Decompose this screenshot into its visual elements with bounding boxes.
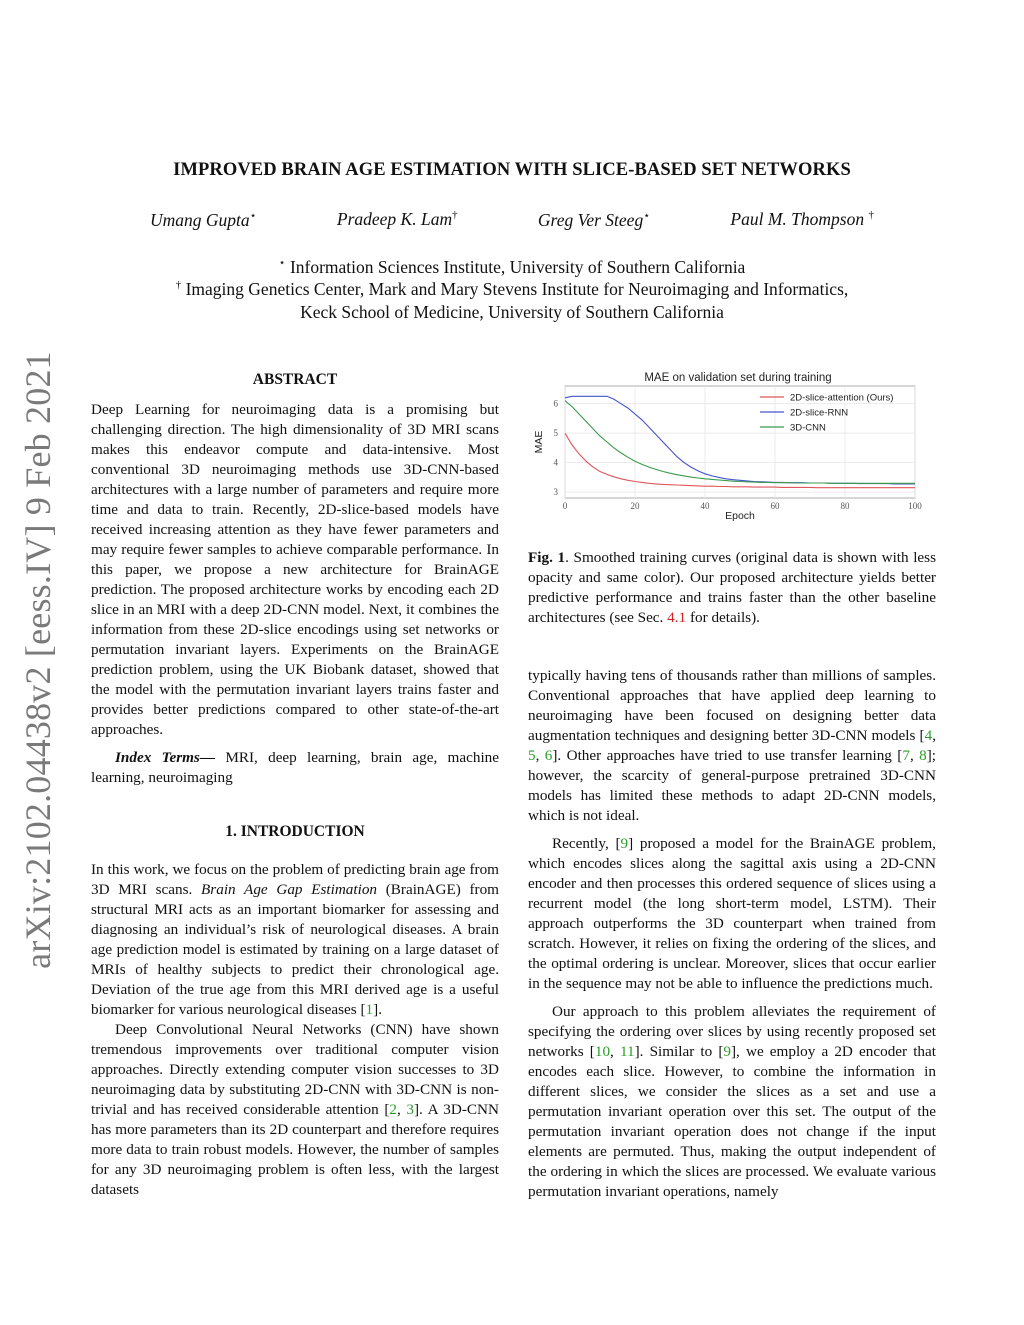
right-paragraph-1: typically having tens of thousands rather than millions of samples. Conventional approaches that have applied deep learning to neuroimaging have been focused on designing better data augmentation techniques and designing better 3D-CNN models [4, 5, 6]. Other approaches have tried to use transfer learning [7, 8]; however, the scarcity of general-purpose pretrained 3D-CNN models has limited these methods to adapt 2D-CNN models, which is not ideal. (528, 667, 937, 824)
intro-paragraph-2: Deep Convolutional Neural Networks (CNN) have shown tremendous improvements over traditional computer vision approaches. Directly extending computer vision successes to 3D neuroimaging data by substituting 2D-CNN with 3D-CNN is non-trivial and has received considerable attention [2, 3]. A 3D-CNN has more parameters than its 2D counterpart and therefore requires more data to train robust models. However, the number of samples for any 3D neuroimaging problem is often less, with the largest datasets (91, 1021, 499, 1198)
x-axis-label: Epoch (725, 510, 755, 522)
citation-link[interactable]: 2 (389, 1101, 397, 1118)
citation-link[interactable]: 5 (528, 747, 536, 764)
citation-link[interactable]: 9 (723, 1043, 731, 1060)
citation-link[interactable]: 8 (919, 747, 927, 764)
intro-paragraph-1: In this work, we focus on the problem of predicting brain age from 3D MRI scans. Brain Age Gap Estimation (BrainAGE) from structural MRI acts as an important biomarker for assessing and diagnosing an individual’s risk of neurological diseases. A brain age prediction model is estimated by training on a large dataset of MRIs of healthy subjects to predict their chronological age. Deviation of the true age from this MRI derived age is a useful biomarker for various neurological diseases [1]. (91, 861, 499, 1018)
legend-label: 3D-CNN (790, 422, 826, 434)
x-tick-label: 40 (700, 501, 710, 511)
arxiv-side-label (8, 351, 68, 969)
author: Greg Ver Steeg⋆ (537, 209, 651, 230)
abstract-text: Deep Learning for neuroimaging data is a promising but challenging direction. The high dimensionality of 3D MRI scans makes this endeavor compute and data-intensive. Most conventional 3D neuroimaging methods use 3D-CNN-based architectures with a large number of parameters and require more time and data to train. Recently, 2D-slice-based models have received increasing attention as they have fewer parameters and may require fewer samples to achieve comparable performance. In this paper, we propose a new architecture for BrainAGE prediction. The proposed architecture works by encoding each 2D slice in an MRI with a deep 2D-CNN model. Next, it combines the information from these 2D-slice encodings using set networks or permutation invariant layers. Experiments on the BrainAGE prediction problem, using the UK Biobank dataset, showed that the model with the permutation invariant layers trains faster and provides better predictions compared to other state-of-the-art approaches. (91, 401, 499, 738)
x-tick-label: 100 (908, 501, 922, 511)
series-line-1 (565, 433, 915, 488)
citation-link[interactable]: 4 (924, 727, 933, 744)
citation-link[interactable]: 3 (406, 1101, 414, 1118)
chart-title: MAE on validation set during training (644, 372, 832, 384)
series-line-2 (565, 396, 915, 484)
series-line-3 (565, 401, 915, 484)
citation-link[interactable]: 1 (365, 1001, 374, 1018)
affiliation-1: ⋆ Information Sciences Institute, University of Southern California (278, 256, 746, 277)
citation-link[interactable]: 6 (544, 747, 553, 764)
citation-link[interactable]: 11 (619, 1043, 635, 1060)
right-paragraph-2: Recently, [9] proposed a model for the BrainAGE problem, which encodes slices along the sagittal axis using a 2D-CNN encoder and then processes this ordered sequence of slices using a recurrent model (the long short-term model, LSTM). Their approach outperforms the 3D counterpart when trained from scratch. However, it relies on fixing the ordering of the slices, and the optimal ordering is unclear. Moreover, slices that occur earlier in the sequence may not be able to influence the predictions much. (528, 835, 936, 992)
legend-label: 2D-slice-RNN (790, 407, 849, 419)
y-axis-label: MAE (533, 430, 545, 454)
figure-caption: Fig. 1. Smoothed training curves (original data is shown with less opacity and same color). Our proposed architecture yields better predictive performance and trains faster than the other baseline architectures (see Sec. 4.1 for details). (528, 549, 936, 626)
x-tick-label: 20 (630, 501, 640, 511)
arxiv-identifier: arXiv:2102.04438v2 [eess.IV] 9 Feb 2021 (18, 351, 58, 969)
x-tick-label: 60 (770, 501, 780, 511)
right-paragraph-3: Our approach to this problem alleviates the requirement of specifying the ordering over slices by using recently proposed set networks [10, 11]. Similar to [9], we employ a 2D encoder that encodes each slice. However, to combine the information in different slices, we consider the slices as a set and use a permutation invariant operation over this set. The output of the permutation invariant operation does not change if the input elements are permuted. Thus, making the output independent of the ordering in which the slices are processed. We evaluate various permutation invariant operations, namely (528, 1003, 936, 1200)
y-tick-label: 4 (553, 457, 558, 468)
index-terms: Index Terms— MRI, deep learning, brain age, machine learning, neuroimaging (91, 749, 499, 786)
author-list (150, 209, 874, 231)
affiliation-2: † Imaging Genetics Center, Mark and Mary Stevens Institute for Neuroimaging and Informatics, (175, 279, 849, 299)
mae-line-chart (528, 366, 936, 526)
chart-legend (760, 393, 893, 434)
abstract-heading: ABSTRACT (252, 371, 338, 388)
paper-title: IMPROVED BRAIN AGE ESTIMATION WITH SLICE-BASED SET NETWORKS (173, 160, 851, 180)
introduction-heading: 1. INTRODUCTION (225, 823, 365, 840)
citation-link[interactable]: 7 (902, 747, 910, 764)
citation-link[interactable]: 9 (620, 835, 629, 852)
affiliation-3: Keck School of Medicine, University of Southern California (300, 302, 724, 322)
figure-1 (528, 366, 936, 526)
y-tick-label: 5 (553, 428, 558, 439)
series-layer (565, 396, 915, 487)
citation-link[interactable]: 10 (594, 1043, 611, 1060)
legend-label: 2D-slice-attention (Ours) (790, 392, 894, 404)
author: Umang Gupta⋆ (150, 209, 257, 230)
author: Pradeep K. Lam† (336, 209, 458, 229)
y-tick-label: 3 (553, 487, 558, 498)
author: Paul M. Thompson † (730, 209, 874, 229)
x-tick-label: 0 (562, 501, 568, 511)
right-column (528, 666, 936, 1202)
y-tick-label: 6 (553, 398, 558, 409)
left-column (91, 370, 499, 1200)
section-link[interactable]: 4.1 (667, 609, 687, 626)
axis-layer (554, 399, 923, 511)
x-tick-label: 80 (840, 501, 850, 511)
